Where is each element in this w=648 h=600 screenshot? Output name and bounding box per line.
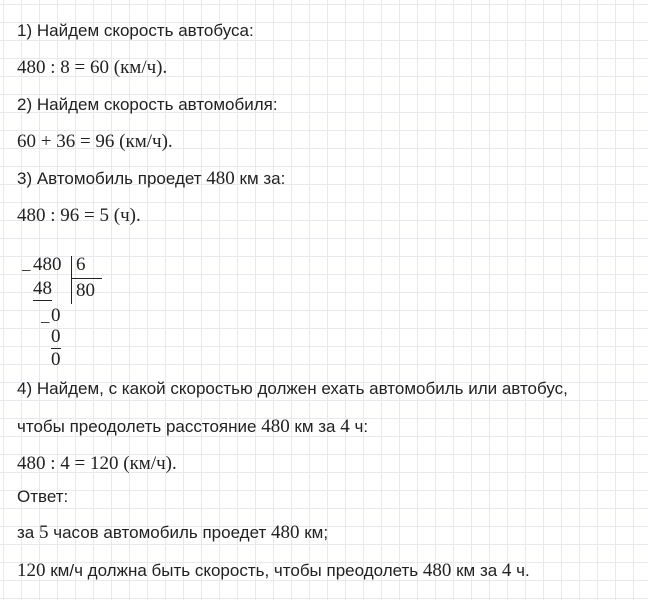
step2-title: 2) Найдем скорость автомобиля: <box>17 95 278 114</box>
division-minus-1: _ <box>22 254 31 273</box>
answer-line2-a: км/ч должна быть скорость, чтобы преодолеть <box>45 561 423 580</box>
division-dividend: 480 <box>33 254 62 275</box>
step4-continuation <box>17 416 368 438</box>
division-divisor: 6 <box>76 254 86 275</box>
step4-title: 4) Найдем, с какой скоростью должен ехать автомобиль или автобус, <box>17 379 568 398</box>
step3-calc: 480 : 96 = 5 (ч). <box>17 205 141 226</box>
step2-calc: 60 + 36 = 96 (км/ч). <box>17 131 173 152</box>
answer-line1-a: за <box>17 523 39 542</box>
step4-cont-num2: 4 <box>340 416 350 437</box>
division-horizontal-bar <box>72 278 102 279</box>
answer-line1-num2: 480 <box>270 522 300 543</box>
division-remainder-2: 0 <box>51 349 61 370</box>
step4-cont-num: 480 <box>261 416 290 437</box>
step3-title-a: 3) Автомобиль проедет <box>17 169 207 188</box>
answer-line-2 <box>17 560 530 582</box>
answer-line1-num: 5 <box>38 522 49 543</box>
step3-title-b: км за: <box>234 169 286 188</box>
answer-line1-c: км; <box>299 523 329 542</box>
step4-cont-b: км за <box>289 417 341 436</box>
division-minus-2: _ <box>41 306 50 325</box>
step3-title <box>17 168 285 190</box>
step3-title-num: 480 <box>206 168 235 189</box>
division-remainder-1: 0 <box>51 305 61 326</box>
answer-label: Ответ: <box>17 487 69 506</box>
step4-cont-c: ч: <box>349 417 369 436</box>
step1-title: 1) Найдем скорость автобуса: <box>17 21 254 40</box>
answer-line2-c: ч. <box>511 561 530 580</box>
step4-cont-a: чтобы преодолеть расстояние <box>17 417 262 436</box>
answer-line2-num3: 4 <box>501 560 512 581</box>
answer-line2-num2: 480 <box>422 560 452 581</box>
answer-line1-b: часов автомобиль проедет <box>48 523 271 542</box>
division-quotient: 80 <box>76 280 95 301</box>
division-vertical-bar <box>71 256 72 304</box>
step1-calc: 480 : 8 = 60 (км/ч). <box>17 57 168 78</box>
answer-line-1 <box>17 522 328 544</box>
long-division <box>18 254 138 374</box>
answer-line2-num: 120 <box>17 560 46 581</box>
division-subtrahend-1: 48 <box>33 278 52 299</box>
answer-line2-b: км за <box>451 561 502 580</box>
division-subtrahend-2: 0 <box>51 326 61 347</box>
step4-calc: 480 : 4 = 120 (км/ч). <box>17 453 177 474</box>
